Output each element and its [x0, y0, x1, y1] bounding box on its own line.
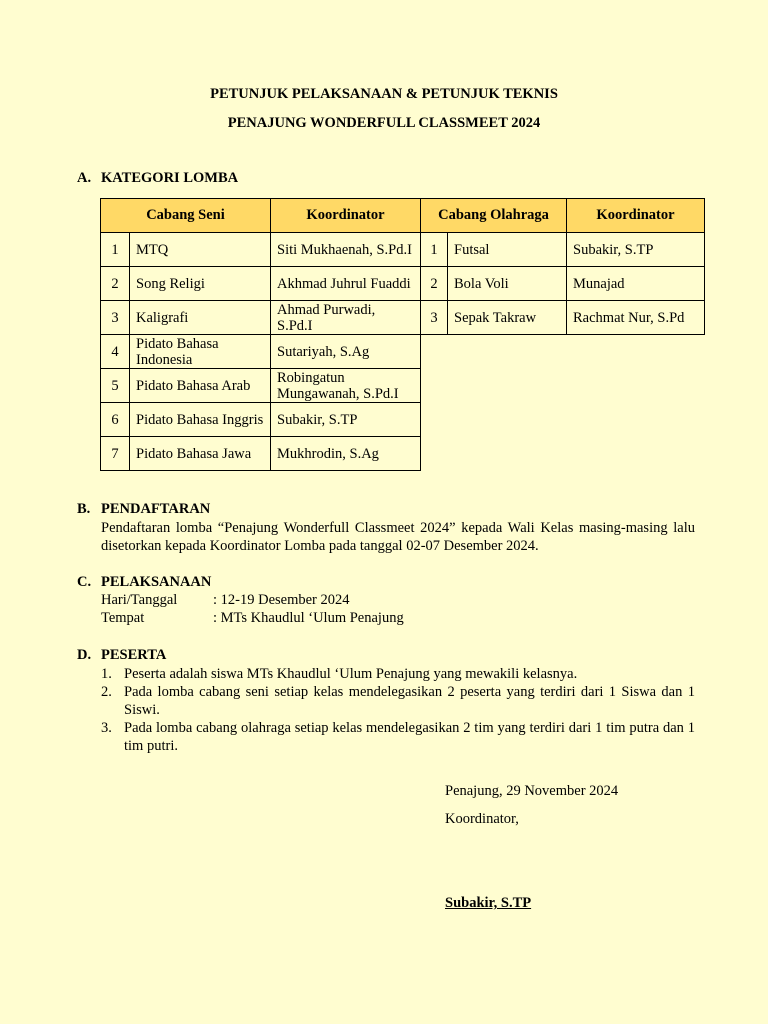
- list-item-number: 1.: [101, 666, 112, 682]
- list-item: [101, 665, 695, 683]
- list-item-number: 2.: [101, 684, 112, 700]
- signature-place-date: Penajung, 29 November 2024: [445, 783, 619, 799]
- peserta-list: [101, 665, 695, 755]
- signature-name: Subakir, S.TP: [445, 895, 532, 911]
- seni-koordinator: Mukhrodin, S.Ag: [271, 437, 421, 471]
- section-c-title: PELAKSANAAN: [101, 574, 212, 590]
- section-b-letter: B.: [77, 501, 91, 517]
- olahraga-cabang: Futsal: [448, 233, 567, 267]
- section-b-title: PENDAFTARAN: [101, 501, 211, 517]
- table-row: [101, 403, 705, 437]
- seni-cabang: Pidato Bahasa Arab: [130, 369, 271, 403]
- seni-cabang: Pidato Bahasa Jawa: [130, 437, 271, 471]
- seni-koordinator: Siti Mukhaenah, S.Pd.I: [271, 233, 421, 267]
- hari-tanggal-label: Hari/Tanggal: [101, 592, 178, 608]
- list-item-text: Peserta adalah siswa MTs Khaudlul ‘Ulum Penajung yang mewakili kelasnya.: [124, 666, 578, 682]
- list-item-number: 3.: [101, 720, 112, 736]
- olahraga-no: 2: [421, 267, 448, 301]
- empty-cell: [421, 335, 705, 369]
- seni-no: 6: [101, 403, 130, 437]
- seni-cabang: MTQ: [130, 233, 271, 267]
- list-item: [101, 719, 695, 755]
- seni-cabang: Kaligrafi: [130, 301, 271, 335]
- table-header-row: [101, 199, 705, 233]
- hari-tanggal-row: [101, 592, 350, 609]
- header-koordinator-olahraga: Koordinator: [567, 199, 705, 233]
- olahraga-koordinator: Subakir, S.TP: [567, 233, 705, 267]
- seni-cabang: Song Religi: [130, 267, 271, 301]
- table-row: [101, 369, 705, 403]
- olahraga-cabang: Sepak Takraw: [448, 301, 567, 335]
- table-row: [101, 335, 705, 369]
- header-cabang-olahraga: Cabang Olahraga: [421, 199, 567, 233]
- list-item: [101, 683, 695, 719]
- olahraga-koordinator: Munajad: [567, 267, 705, 301]
- olahraga-no: 3: [421, 301, 448, 335]
- section-d-letter: D.: [77, 647, 92, 663]
- olahraga-no: 1: [421, 233, 448, 267]
- empty-cell: [421, 369, 705, 403]
- tempat-row: [101, 610, 404, 627]
- section-a-letter: A.: [77, 170, 92, 186]
- document-subtitle: PENAJUNG WONDERFULL CLASSMEET 2024: [227, 115, 541, 131]
- document-title: PETUNJUK PELAKSANAAN & PETUNJUK TEKNIS: [210, 86, 558, 102]
- seni-no: 3: [101, 301, 130, 335]
- table-row: [101, 233, 705, 267]
- tempat-value: : MTs Khaudlul ‘Ulum Penajung: [213, 610, 404, 626]
- list-item-text: Pada lomba cabang olahraga setiap kelas mendelegasikan 2 tim yang terdiri dari 1 tim putra dan 1 tim putri.: [124, 720, 695, 754]
- table-row: [101, 267, 705, 301]
- table-row: [101, 301, 705, 335]
- seni-koordinator: Subakir, S.TP: [271, 403, 421, 437]
- header-cabang-seni: Cabang Seni: [101, 199, 271, 233]
- pendaftaran-text: Pendaftaran lomba “Penajung Wonderfull Classmeet 2024” kepada Wali Kelas masing-masing lalu disetorkan kepada Koordinator Lomba pada tanggal 02-07 Desember 2024.: [101, 520, 695, 554]
- seni-koordinator: Ahmad Purwadi, S.Pd.I: [271, 301, 421, 335]
- seni-koordinator: Akhmad Juhrul Fuaddi: [271, 267, 421, 301]
- header-koordinator-seni: Koordinator: [271, 199, 421, 233]
- seni-no: 5: [101, 369, 130, 403]
- olahraga-cabang: Bola Voli: [448, 267, 567, 301]
- section-d-title: PESERTA: [101, 647, 167, 663]
- seni-no: 4: [101, 335, 130, 369]
- tempat-label: Tempat: [101, 610, 145, 626]
- olahraga-koordinator: Rachmat Nur, S.Pd: [567, 301, 705, 335]
- empty-cell: [421, 403, 705, 437]
- seni-no: 7: [101, 437, 130, 471]
- seni-koordinator: Sutariyah, S.Ag: [271, 335, 421, 369]
- section-a-title: KATEGORI LOMBA: [101, 170, 239, 186]
- table-row: [101, 437, 705, 471]
- kategori-lomba-table: [100, 198, 705, 471]
- seni-koordinator: Robingatun Mungawanah, S.Pd.I: [271, 369, 421, 403]
- seni-cabang: Pidato Bahasa Indonesia: [130, 335, 271, 369]
- section-c-letter: C.: [77, 574, 92, 590]
- list-item-text: Pada lomba cabang seni setiap kelas mendelegasikan 2 peserta yang terdiri dari 1 Siswa dan 1 Siswi.: [124, 684, 695, 718]
- signature-role: Koordinator,: [445, 811, 519, 827]
- seni-no: 2: [101, 267, 130, 301]
- hari-tanggal-value: : 12-19 Desember 2024: [213, 592, 350, 608]
- empty-cell: [421, 437, 705, 471]
- seni-no: 1: [101, 233, 130, 267]
- seni-cabang: Pidato Bahasa Inggris: [130, 403, 271, 437]
